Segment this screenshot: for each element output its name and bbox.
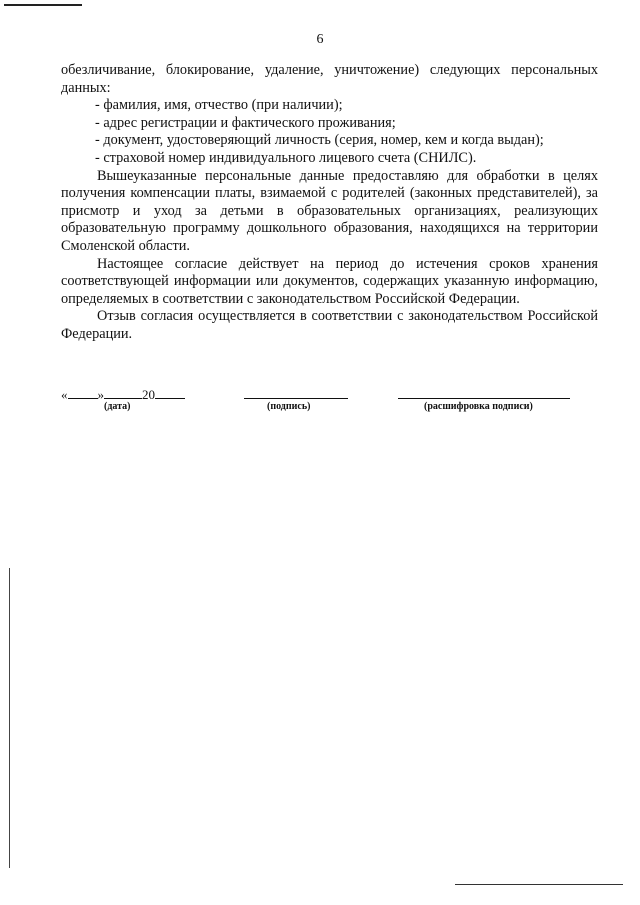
list-item: - страховой номер индивидуального лицевого счета (СНИЛС). bbox=[95, 149, 477, 166]
day-blank[interactable] bbox=[68, 386, 98, 399]
paragraph-validity: Настоящее согласие действует на период до истечения сроков хранения соответствующей информации или документов, содержащих указанную информацию, определяемых в соответствии с законодательством Российской Федерации. bbox=[61, 255, 598, 307]
list-item: - документ, удостоверяющий личность (серия, номер, кем и когда выдан); bbox=[95, 132, 544, 149]
signature-caption: (подпись) bbox=[267, 401, 311, 412]
signature-decode-caption: (расшифровка подписи) bbox=[424, 401, 533, 412]
document-body bbox=[61, 62, 598, 344]
close-quote: » bbox=[97, 387, 104, 402]
scan-artifact-top bbox=[4, 4, 82, 6]
date-caption: (дата) bbox=[104, 401, 131, 412]
paragraph-data-operations: обезличивание, блокирование, удаление, уничтожение) следующих персональных данных: bbox=[61, 62, 598, 96]
signature-block bbox=[0, 386, 640, 426]
paragraph-revocation: Отзыв согласия осуществляется в соответствии с законодательством Российской Федерации. bbox=[61, 308, 598, 342]
list-item: - фамилия, имя, отчество (при наличии); bbox=[95, 97, 343, 114]
signature-decode-line[interactable] bbox=[398, 398, 570, 399]
scan-artifact-left bbox=[9, 568, 10, 868]
signature-line[interactable] bbox=[244, 398, 348, 399]
scan-artifact-bottom bbox=[455, 884, 623, 885]
open-quote: « bbox=[61, 387, 68, 402]
paragraph-purpose: Вышеуказанные персональные данные предоставляю для обработки в целях получения компенсации платы, взимаемой с родителей (законных представителей), за присмотр и уход за детьми в образовательных организациях, реализующих образовательную программу дошкольного образования, находящихся на территории Смоленской области. bbox=[61, 167, 598, 254]
year-blank[interactable] bbox=[155, 386, 185, 399]
month-blank[interactable] bbox=[104, 386, 142, 399]
personal-data-list bbox=[61, 97, 598, 167]
page-number: 6 bbox=[316, 32, 324, 47]
list-item: - адрес регистрации и фактического проживания; bbox=[95, 114, 396, 131]
year-prefix: 20 bbox=[142, 387, 155, 402]
